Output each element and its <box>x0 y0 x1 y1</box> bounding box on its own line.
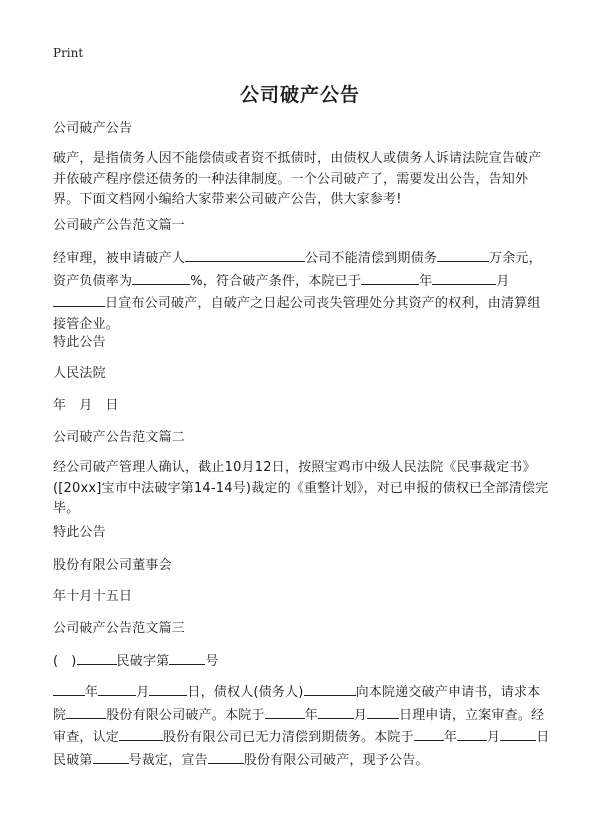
blank-field <box>208 749 244 764</box>
sample1-text-b: 公司不能清偿到期债务 <box>305 251 438 266</box>
sample1-heading: 公司破产公告范文篇一 <box>53 218 186 233</box>
text: 年 <box>304 707 318 723</box>
sample3-body <box>53 681 553 771</box>
blank-field <box>304 681 356 696</box>
blank-field <box>53 681 85 696</box>
intro-paragraph: 破产，是指债务人因不能偿债或者资不抵债时，由债权人或债务人诉请法院宣告破产并依破产程序偿还债务的一种法律制度。一个公司破产了，需要发出公告，告知外界。下面文档网小编给大家带来公司破产公告，供大家参考! <box>53 151 542 207</box>
sample2-heading: 公司破产公告范文篇二 <box>53 430 186 445</box>
sample2-notice: 特此公告 <box>53 525 106 540</box>
blank-field <box>457 726 487 741</box>
text: 日理申请，立案审查。经审查，认定 <box>53 707 545 745</box>
sample1-text-g: 日宣布公司破产，自破产之日起公司丧失管理处分其资产的权利，由清算组接管企业。 <box>53 296 541 332</box>
sample2-date: 年十月十五日 <box>53 589 133 604</box>
blank-field <box>119 726 163 741</box>
blank-field <box>93 749 129 764</box>
blank-field <box>437 247 489 262</box>
blank-field <box>265 704 305 719</box>
sample1-body <box>53 247 553 335</box>
text: 向本院递交破产申请书，请求本院 <box>53 685 541 723</box>
text: 股份有限公司破产。本院于 <box>106 707 265 723</box>
sample1-text-c: 万余元，资产负债率为 <box>53 251 542 289</box>
text: 月 <box>353 707 368 723</box>
sample1-text-e: 年 <box>419 273 433 289</box>
sample1-notice: 特此公告 <box>53 335 106 350</box>
blank-field <box>169 650 205 665</box>
blank-field <box>98 681 136 696</box>
text: 日民破第 <box>53 730 550 768</box>
sample2-body: 经公司破产管理人确认，截止10月12日，按照宝鸡市中级人民法院《民事裁定书》([20xx]宝市中法破字第14-14号)裁定的《重整计划》，对已申报的债权已全部清偿完毕。 <box>53 460 549 516</box>
text: 年 <box>85 685 99 700</box>
blank-field <box>53 292 105 307</box>
case-suffix: 号 <box>205 654 219 669</box>
blank-field <box>361 270 419 285</box>
page-title: 公司破产公告 <box>239 84 360 106</box>
blank-field <box>66 704 106 719</box>
case-label: 民破字第 <box>116 654 170 669</box>
text: 月 <box>487 730 501 745</box>
case-paren: ( ) <box>53 654 77 669</box>
print-label[interactable]: Print <box>53 46 84 60</box>
sample1-text-d: %，符合破产条件，本院已于 <box>190 273 362 289</box>
sample1-text-a: 经审理，被申请破产人 <box>53 251 186 266</box>
text: 年 <box>443 730 458 745</box>
intro-heading: 公司破产公告 <box>53 121 133 136</box>
blank-field <box>500 726 536 741</box>
sample1-date: 年 月 日 <box>53 398 119 413</box>
blank-field <box>414 726 444 741</box>
text: 股份有限公司已无力清偿到期债务。本院于 <box>163 730 414 745</box>
blank-field <box>432 270 496 285</box>
text: 股份有限公司破产，现予公告。 <box>243 752 429 768</box>
blank-field <box>318 704 354 719</box>
blank-field <box>185 247 305 262</box>
blank-field <box>367 704 399 719</box>
text: 日，债权人(债务人) <box>187 685 304 700</box>
sample3-case-number <box>53 650 553 673</box>
blank-field <box>149 681 187 696</box>
sample2-issuer: 股份有限公司董事会 <box>53 558 172 573</box>
sample1-issuer: 人民法院 <box>53 366 106 381</box>
sample1-text-f: 月 <box>496 273 510 289</box>
blank-field <box>77 650 117 665</box>
blank-field <box>132 270 190 285</box>
text: 月 <box>136 685 150 700</box>
sample3-heading: 公司破产公告范文篇三 <box>53 621 186 636</box>
text: 号裁定，宣告 <box>128 752 208 768</box>
